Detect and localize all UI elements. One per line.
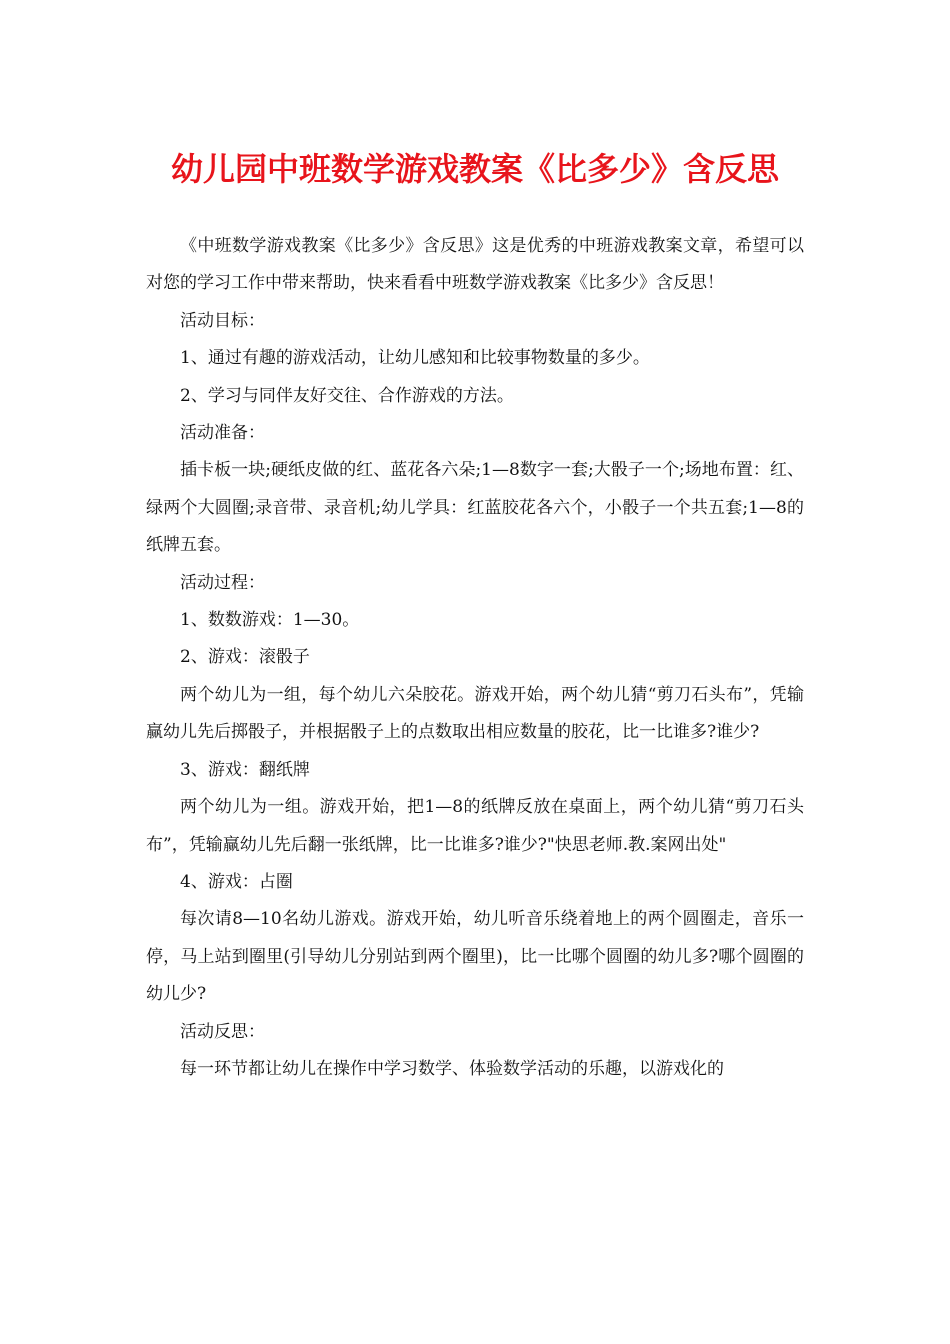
paragraph-game-circles: 每次请8—10名幼儿游戏。游戏开始，幼儿听音乐绕着地上的两个圆圈走，音乐一停，马上站到圈里(引导幼儿分别站到两个圈里)，比一比哪个圆圈的幼儿多?哪个圆圈的幼儿少? [146,909,804,1005]
goal-item-1: 1、通过有趣的游戏活动，让幼儿感知和比较事物数量的多少。 [180,348,650,369]
process-item-2: 2、游戏：滚骰子 [180,647,310,668]
paragraph-game-cards: 两个幼儿为一组。游戏开始，把1—8的纸牌反放在桌面上，两个幼儿猜“剪刀石头布”，凭输赢幼儿先后翻一张纸牌，比一比谁多?谁少?"快思老师.教.案网出处" [146,797,804,855]
process-item-3: 3、游戏：翻纸牌 [180,759,310,780]
process-item-1: 1、数数游戏：1—30。 [180,610,360,631]
heading-activity-goals: 活动目标： [180,310,265,331]
heading-activity-preparation: 活动准备： [180,423,265,444]
paragraph-game-dice: 两个幼儿为一组，每个幼儿六朵胶花。游戏开始，两个幼儿猜“剪刀石头布”，凭输赢幼儿先后掷骰子，并根据骰子上的点数取出相应数量的胶花，比一比谁多?谁少? [146,684,804,743]
heading-activity-process: 活动过程： [180,572,265,593]
paragraph-reflection: 每一环节都让幼儿在操作中学习数学、体验数学活动的乐趣，以游戏化的 [180,1058,724,1079]
process-item-4: 4、游戏：占圈 [180,871,293,892]
paragraph-preparation: 插卡板一块;硬纸皮做的红、蓝花各六朵;1—8数字一套;大骰子一个;场地布置：红、绿两个大圆圈;录音带、录音机;幼儿学具：红蓝胶花各六个，小骰子一个共五套;1—8的纸牌五套。 [146,460,804,556]
document-body [146,228,804,1088]
document-title: 幼儿园中班数学游戏教案《比多少》含反思 [170,150,779,188]
goal-item-2: 2、学习与同伴友好交往、合作游戏的方法。 [180,385,514,406]
paragraph-intro: 《中班数学游戏教案《比多少》含反思》这是优秀的中班游戏教案文章，希望可以对您的学习工作中带来帮助，快来看看中班数学游戏教案《比多少》含反思！ [146,236,804,294]
heading-activity-reflection: 活动反思： [180,1021,265,1042]
